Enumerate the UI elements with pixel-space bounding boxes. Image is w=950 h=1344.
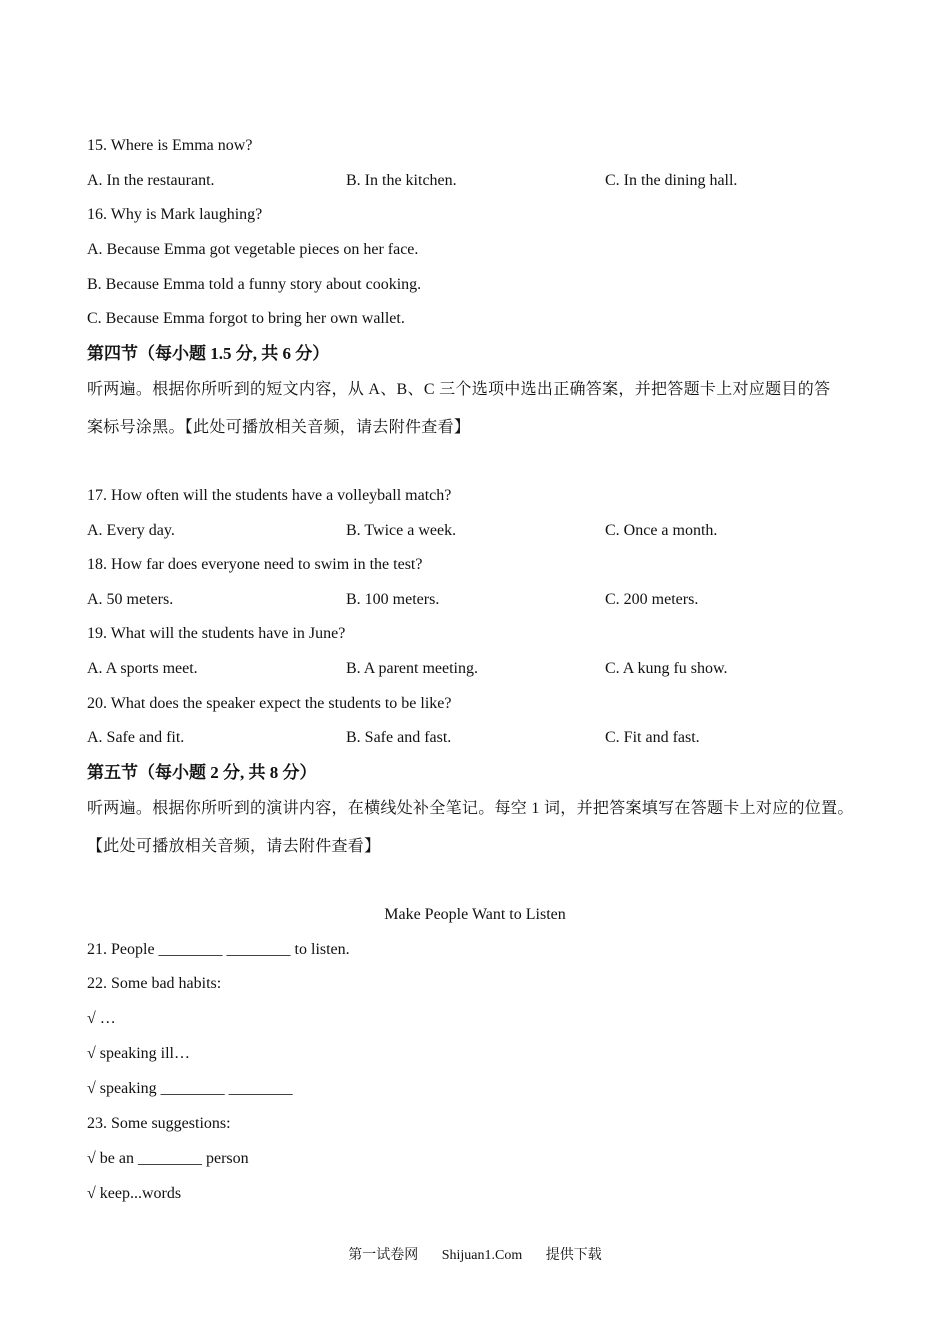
question-23: 23. Some suggestions: xyxy=(87,1115,231,1132)
section-4-instruction-line1: 听两遍。根据你所听到的短文内容，从 A、B、C 三个选项中选出正确答案，并把答题卡上对应题目的答 xyxy=(87,381,831,398)
q22-item-1: √ … xyxy=(87,1010,116,1027)
q16-option-c: C. Because Emma forgot to bring her own wallet. xyxy=(87,310,405,327)
footer-provide: 提供下载 xyxy=(545,1248,602,1263)
q20-option-a: A. Safe and fit. xyxy=(87,729,185,746)
q20-option-c: C. Fit and fast. xyxy=(605,729,700,746)
q15-option-c: C. In the dining hall. xyxy=(605,172,738,189)
q19-option-a: A. A sports meet. xyxy=(87,660,198,677)
q22-item-3: √ speaking ________ ________ xyxy=(87,1080,293,1097)
q22-item-2: √ speaking ill… xyxy=(87,1045,190,1062)
q19-option-c: C. A kung fu show. xyxy=(605,660,728,677)
question-20: 20. What does the speaker expect the students to be like? xyxy=(87,695,452,712)
q17-option-b: B. Twice a week. xyxy=(346,522,457,539)
section-5-instruction-line1: 听两遍。根据你所听到的演讲内容，在横线处补全笔记。每空 1 词，并把答案填写在答题卡上对应的位置。 xyxy=(87,800,854,817)
q18-option-b: B. 100 meters. xyxy=(346,591,440,608)
q23-item-2: √ keep...words xyxy=(87,1185,182,1202)
question-17: 17. How often will the students have a volleyball match? xyxy=(87,487,452,504)
notes-title: Make People Want to Listen xyxy=(384,906,566,923)
page-footer xyxy=(0,1247,950,1265)
q20-option-b: B. Safe and fast. xyxy=(346,729,452,746)
question-19: 19. What will the students have in June? xyxy=(87,625,346,642)
q19-option-b: B. A parent meeting. xyxy=(346,660,478,677)
question-16: 16. Why is Mark laughing? xyxy=(87,206,263,223)
q17-option-a: A. Every day. xyxy=(87,522,175,539)
question-15: 15. Where is Emma now? xyxy=(87,137,253,154)
question-21: 21. People ________ ________ to listen. xyxy=(87,941,350,958)
q16-option-b: B. Because Emma told a funny story about cooking. xyxy=(87,276,422,293)
section-4-instruction-line2: 案标号涂黑。【此处可播放相关音频，请去附件查看】 xyxy=(87,419,471,436)
footer-site-cn: 第一试卷网 xyxy=(348,1248,419,1263)
section-5-instruction-line2: 【此处可播放相关音频，请去附件查看】 xyxy=(87,838,381,855)
section-5-heading: 第五节（每小题 2 分, 共 8 分） xyxy=(87,763,317,782)
q18-option-a: A. 50 meters. xyxy=(87,591,174,608)
q15-option-b: B. In the kitchen. xyxy=(346,172,457,189)
question-18: 18. How far does everyone need to swim in the test? xyxy=(87,556,423,573)
section-4-heading: 第四节（每小题 1.5 分, 共 6 分） xyxy=(87,344,330,363)
question-22: 22. Some bad habits: xyxy=(87,975,222,992)
q18-option-c: C. 200 meters. xyxy=(605,591,699,608)
q16-option-a: A. Because Emma got vegetable pieces on her face. xyxy=(87,241,419,258)
footer-site-en: Shijuan1.Com xyxy=(441,1248,523,1263)
q17-option-c: C. Once a month. xyxy=(605,522,718,539)
q15-option-a: A. In the restaurant. xyxy=(87,172,215,189)
q23-item-1: √ be an ________ person xyxy=(87,1150,249,1167)
